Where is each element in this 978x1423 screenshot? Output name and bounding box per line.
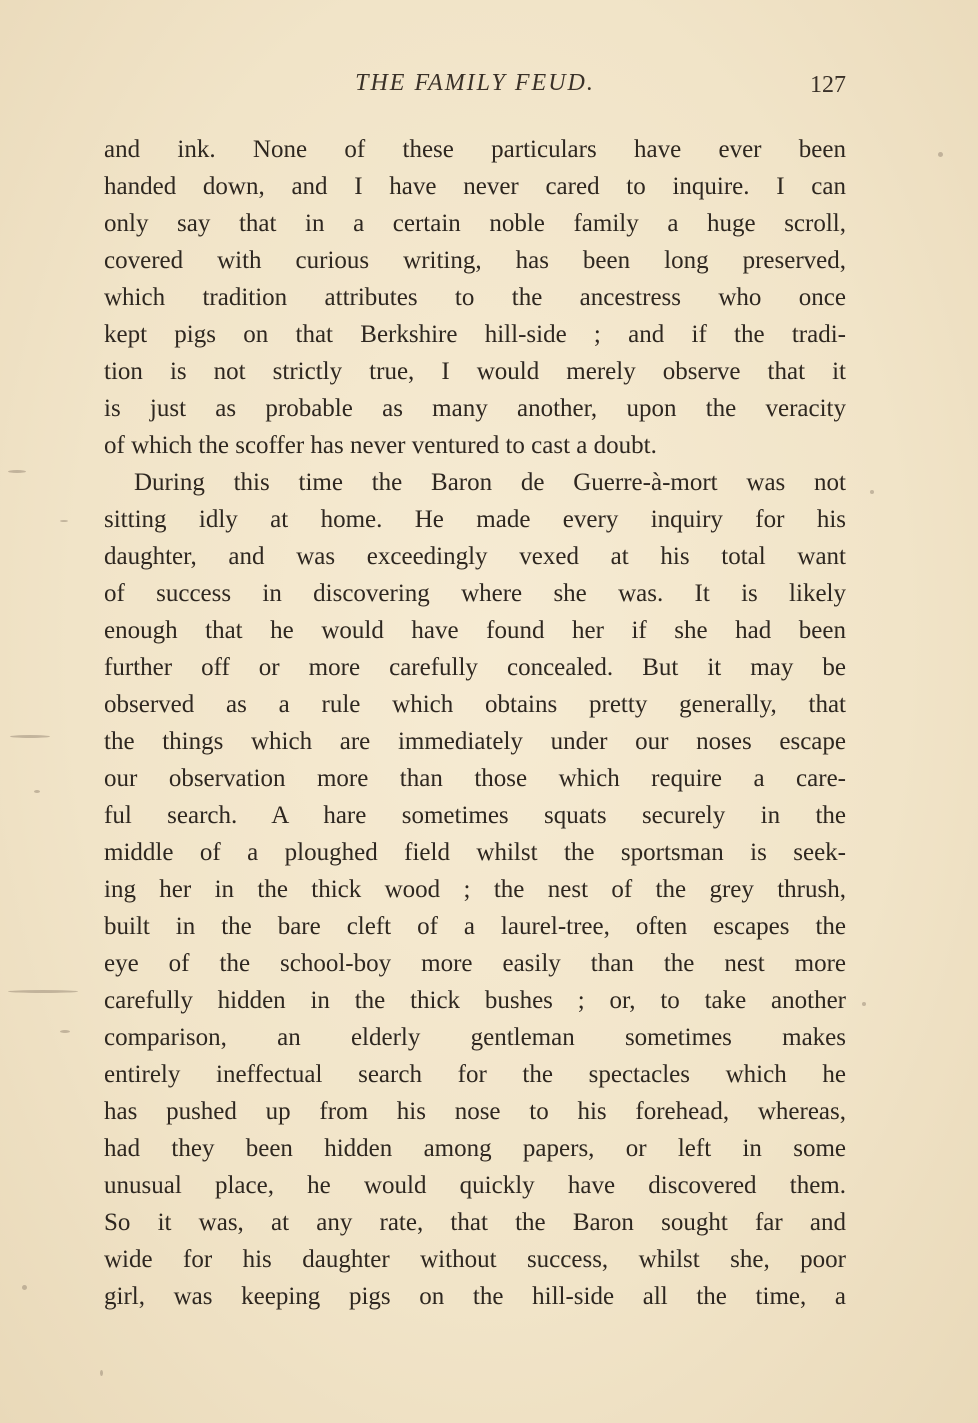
text-line: comparison, an elderly gentleman sometimes makes <box>104 1024 846 1051</box>
text-line: entirely ineffectual search for the spectacles which he <box>104 1061 846 1088</box>
text-line: unusual place, he would quickly have discovered them. <box>104 1172 846 1199</box>
page-header <box>104 70 846 110</box>
text-line: ful search. A hare sometimes squats securely in the <box>104 802 846 829</box>
text-line: covered with curious writing, has been long preserved, <box>104 247 846 274</box>
text-line: is just as probable as many another, upon the veracity <box>104 395 846 422</box>
text-line: further off or more carefully concealed. But it may be <box>104 654 846 681</box>
text-line: So it was, at any rate, that the Baron sought far and <box>104 1209 846 1236</box>
text-line: wide for his daughter without success, whilst she, poor <box>104 1246 846 1273</box>
text-line: our observation more than those which require a care- <box>104 765 846 792</box>
text-line: handed down, and I have never cared to inquire. I can <box>104 173 846 200</box>
text-line: enough that he would have found her if she had been <box>104 617 846 644</box>
text-line: kept pigs on that Berkshire hill-side ; and if the tradi- <box>104 321 846 348</box>
text-line: middle of a ploughed field whilst the sportsman is seek- <box>104 839 846 866</box>
text-line: tion is not strictly true, I would merely observe that it <box>104 358 846 385</box>
text-line: carefully hidden in the thick bushes ; or, to take another <box>104 987 846 1014</box>
running-title: THE FAMILY FEUD. <box>355 70 595 96</box>
text-line: the things which are immediately under our noses escape <box>104 728 846 755</box>
text-line: and ink. None of these particulars have ever been <box>104 136 846 163</box>
text-line: had they been hidden among papers, or left in some <box>104 1135 846 1162</box>
body-text <box>104 131 846 1315</box>
text-line: daughter, and was exceedingly vexed at his total want <box>104 543 846 570</box>
text-line: has pushed up from his nose to his forehead, whereas, <box>104 1098 846 1125</box>
text-line: girl, was keeping pigs on the hill-side all the time, a <box>104 1283 846 1310</box>
text-line: observed as a rule which obtains pretty generally, that <box>104 691 846 718</box>
paragraph-start-line: During this time the Baron de Guerre-à-mort was not <box>134 469 846 496</box>
text-line: sitting idly at home. He made every inquiry for his <box>104 506 846 533</box>
text-line: which tradition attributes to the ancestress who once <box>104 284 846 311</box>
page-number: 127 <box>810 72 846 98</box>
text-line: eye of the school-boy more easily than the nest more <box>104 950 846 977</box>
text-line: ing her in the thick wood ; the nest of the grey thrush, <box>104 876 846 903</box>
text-line: only say that in a certain noble family a huge scroll, <box>104 210 846 237</box>
text-line: built in the bare cleft of a laurel-tree, often escapes the <box>104 913 846 940</box>
text-line: of which the scoffer has never ventured to cast a doubt. <box>104 432 657 459</box>
text-line: of success in discovering where she was. It is likely <box>104 580 846 607</box>
